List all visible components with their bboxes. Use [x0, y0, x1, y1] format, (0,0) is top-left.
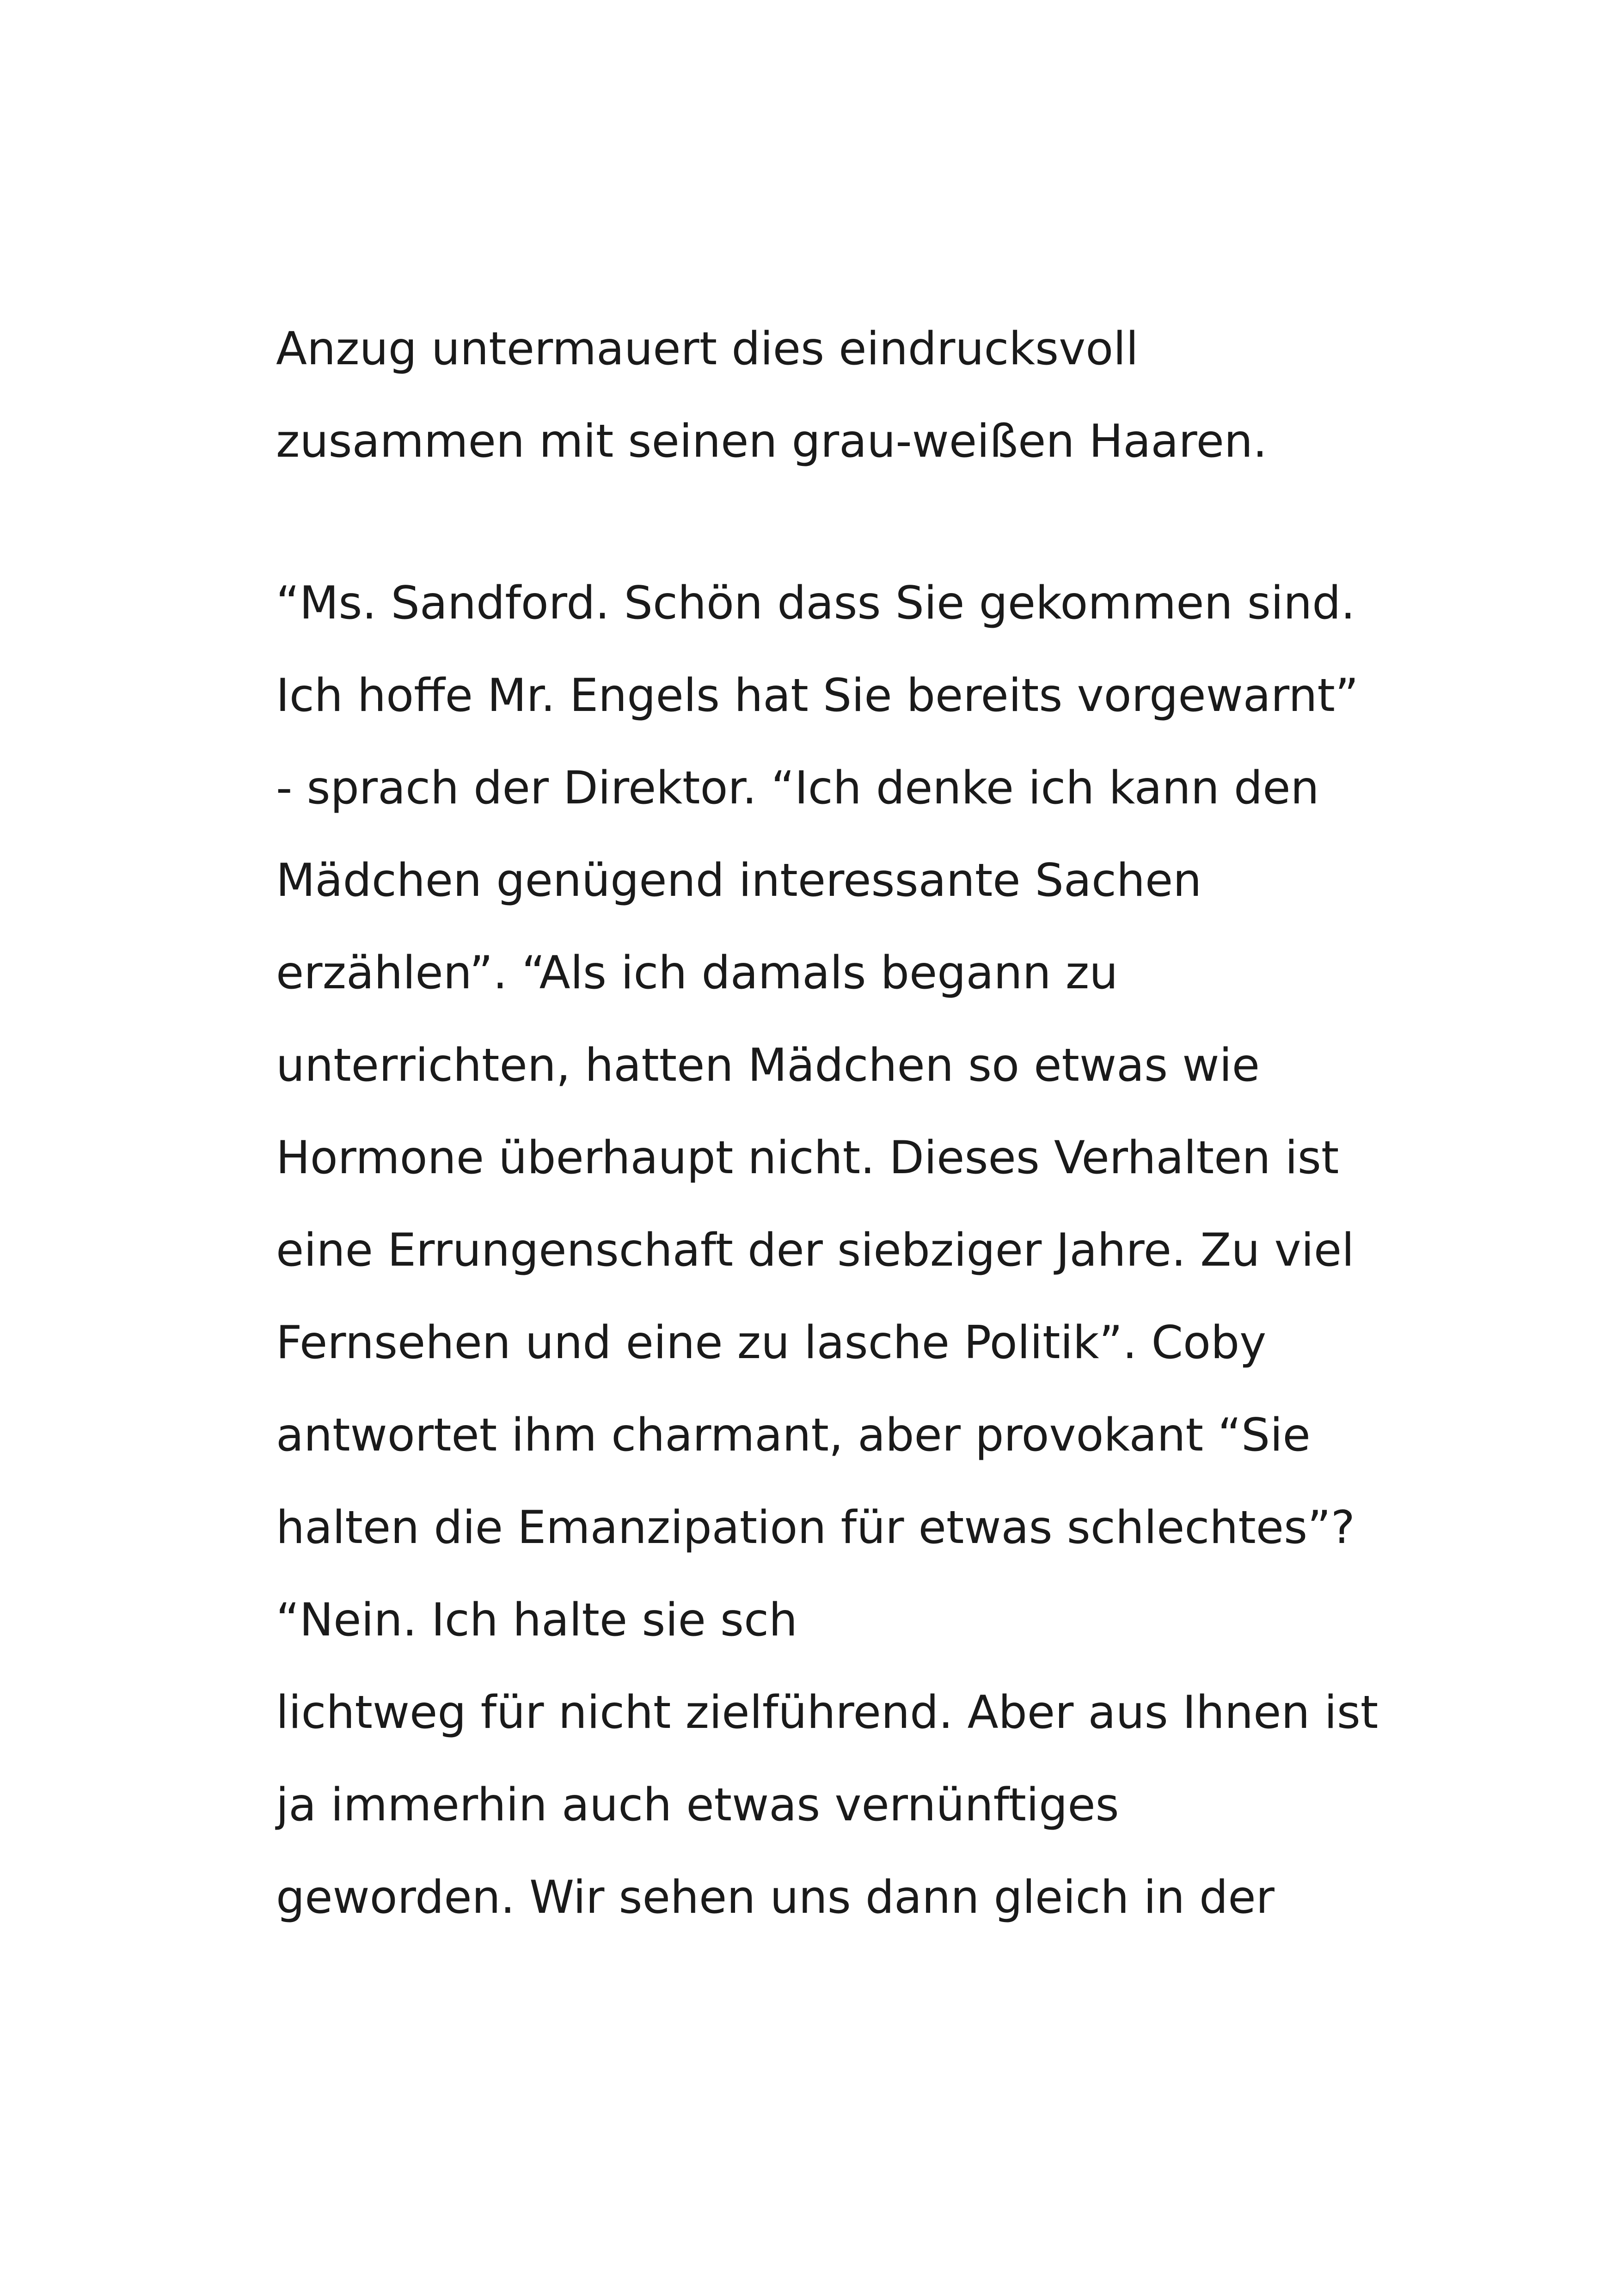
text-line: Mädchen genügend interessante Sachen	[276, 854, 1202, 907]
text-line: eine Errungenschaft der siebziger Jahre. Zu viel	[276, 1224, 1354, 1277]
text-line: erzählen”. “Als ich damals begann zu	[276, 947, 1118, 999]
text-line: ja immerhin auch etwas vernünftiges	[276, 1779, 1119, 1831]
text-line: geworden. Wir sehen uns dann gleich in der	[276, 1871, 1275, 1924]
paragraph-1	[276, 303, 1385, 488]
text-line: “Nein. Ich halte sie sch	[276, 1594, 798, 1647]
text-line: - sprach der Direktor. “Ich denke ich kann den	[276, 762, 1319, 814]
text-line: unterrichten, hatten Mädchen so etwas wie	[276, 1039, 1260, 1092]
text-line: Ich hoffe Mr. Engels hat Sie bereits vorgewarnt”	[276, 669, 1359, 722]
paragraph-2	[276, 557, 1385, 1944]
text-line: zusammen mit seinen grau-weißen Haaren.	[276, 415, 1268, 468]
text-line: Hormone überhaupt nicht. Dieses Verhalten ist	[276, 1132, 1339, 1184]
text-line: lichtweg für nicht zielführend. Aber aus Ihnen ist	[276, 1686, 1379, 1739]
text-line: Fernsehen und eine zu lasche Politik”. Coby	[276, 1316, 1267, 1369]
text-line: “Ms. Sandford. Schön dass Sie gekommen sind.	[276, 577, 1355, 630]
text-line: antwortet ihm charmant, aber provokant “Sie	[276, 1409, 1311, 1462]
text-line: halten die Emanzipation für etwas schlechtes”?	[276, 1501, 1355, 1554]
text-line: Anzug untermauert dies eindrucksvoll	[276, 323, 1139, 375]
